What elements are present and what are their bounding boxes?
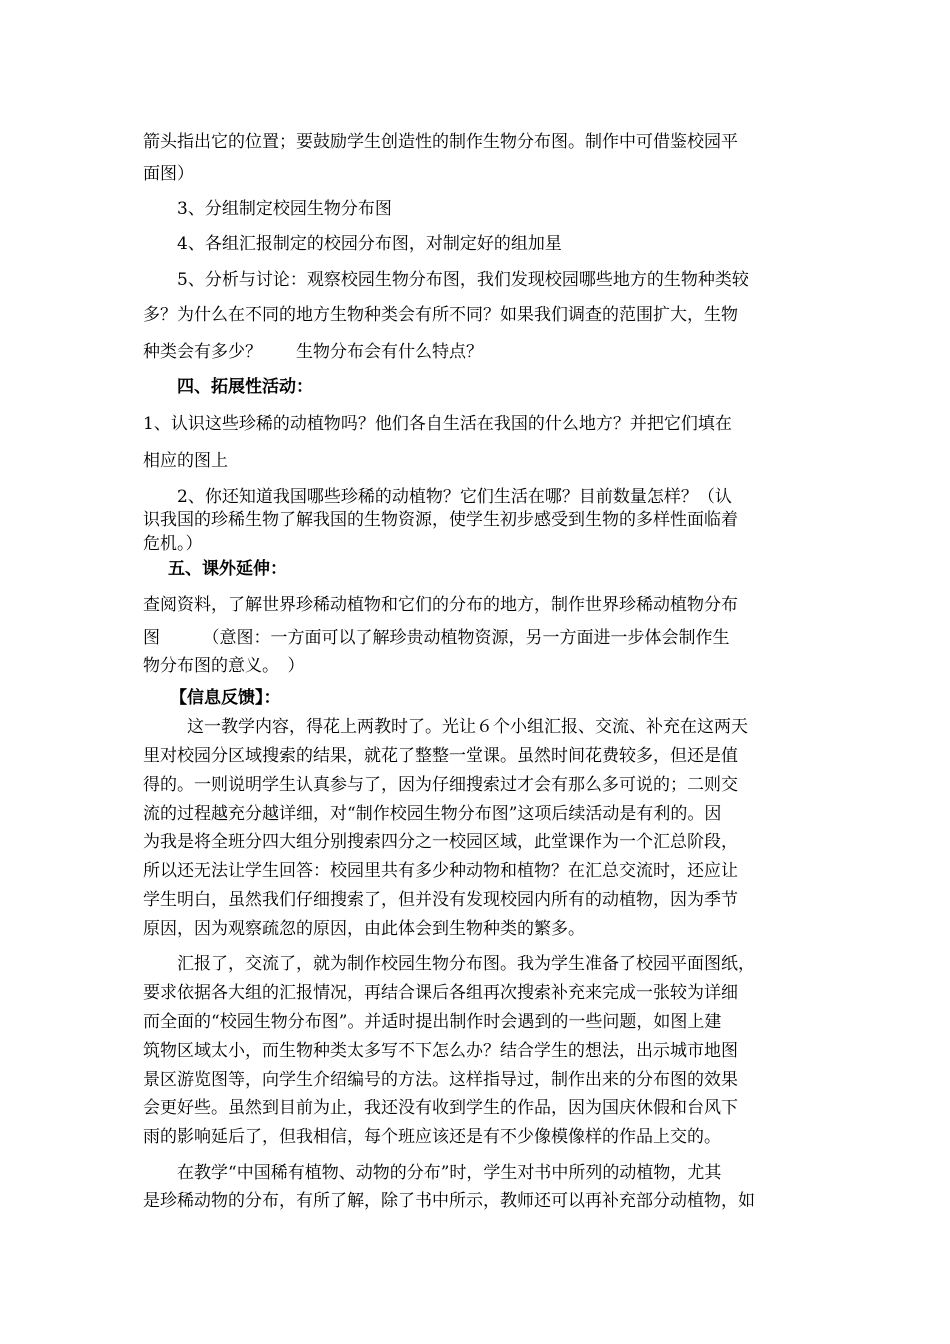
text-line: 面图）: [143, 164, 194, 184]
text-line: 查阅资料，了解世界珍稀动植物和它们的分布的地方，制作世界珍稀动植物分布: [143, 595, 738, 615]
section-heading: 五、课外延伸：: [168, 559, 287, 579]
text-line: 会更好些。虽然到目前为止，我还没有收到学生的作品，因为国庆休假和台风下: [143, 1098, 738, 1118]
text-line: 汇报了，交流了，就为制作校园生物分布图。我为学生准备了校园平面图纸，: [177, 954, 755, 974]
text-line: 景区游览图等，向学生介绍编号的方法。这样指导过，制作出来的分布图的效果: [143, 1070, 738, 1090]
list-item: 4、各组汇报制定的校园分布图，对制定好的组加星: [177, 234, 562, 254]
text-line: 相应的图上: [143, 451, 228, 471]
text-line: 得的。一则说明学生认真参与了，因为仔细搜索过才会有那么多可说的；二则交: [143, 775, 738, 795]
list-item: 1、认识这些珍稀的动植物吗？他们各自生活在我国的什么地方？并把它们填在: [143, 414, 732, 434]
text-line: 物分布图的意义。 ）: [143, 656, 305, 676]
text-line: 为我是将全班分四大组分别搜索四分之一校园区域，此堂课作为一个汇总阶段，: [143, 832, 738, 852]
text-line: 箭头指出它的位置；要鼓励学生创造性的制作生物分布图。制作中可借鉴校园平: [143, 132, 738, 152]
text-line: 里对校园分区域搜索的结果，就花了整整一堂课。虽然时间花费较多，但还是值: [143, 746, 738, 766]
text-line: 而全面的“校园生物分布图”。并适时提出制作时会遇到的一些问题，如图上建: [143, 1012, 722, 1032]
list-item: 3、分组制定校园生物分布图: [177, 199, 392, 219]
text-line: 危机。）: [143, 534, 203, 554]
text-line: 学生明白，虽然我们仔细搜索了，但并没有发现校园内所有的动植物，因为季节: [143, 890, 738, 910]
list-item: 2、你还知道我国哪些珍稀的动植物？它们生活在哪？目前数量怎样？（认: [177, 487, 732, 507]
text-line: 筑物区域太小，而生物种类太多写不下怎么办？结合学生的想法，出示城市地图: [143, 1041, 738, 1061]
text-line: 是珍稀动物的分布，有所了解，除了书中所示，教师还可以再补充部分动植物，如: [143, 1191, 755, 1211]
text-line: 图 （意图：一方面可以了解珍贵动植物资源，另一方面进一步体会制作生: [143, 628, 730, 648]
list-item: 5、分析与讨论：观察校园生物分布图，我们发现校园哪些地方的生物种类较: [177, 270, 749, 290]
text-line: 流的过程越充分越详细，对“制作校园生物分布图”这项后续活动是有利的。因: [143, 804, 722, 824]
text-line: 种类会有多少？ 生物分布会有什么特点？: [143, 342, 483, 362]
text-line: 原因，因为观察疏忽的原因，由此体会到生物种类的繁多。: [143, 919, 585, 939]
section-heading: 【信息反馈】：: [170, 688, 281, 708]
text-line: 这一教学内容，得花上两教时了。光让６个小组汇报、交流、补充在这两天: [187, 717, 748, 737]
text-line: 识我国的珍稀生物了解我国的生物资源，使学生初步感受到生物的多样性面临着: [143, 510, 738, 530]
text-line: 在教学“中国稀有植物、动物的分布”时，学生对书中所列的动植物，尤其: [177, 1163, 722, 1183]
section-heading: 四、拓展性活动：: [177, 377, 313, 397]
text-line: 要求依据各大组的汇报情况，再结合课后各组再次搜索补充来完成一张较为详细: [143, 983, 738, 1003]
text-line: 多？为什么在不同的地方生物种类会有所不同？如果我们调查的范围扩大，生物: [143, 305, 738, 325]
text-line: 雨的影响延后了，但我相信，每个班应该还是有不少像模像样的作品上交的。: [143, 1127, 721, 1147]
text-line: 所以还无法让学生回答：校园里共有多少种动物和植物？在汇总交流时，还应让: [143, 861, 738, 881]
